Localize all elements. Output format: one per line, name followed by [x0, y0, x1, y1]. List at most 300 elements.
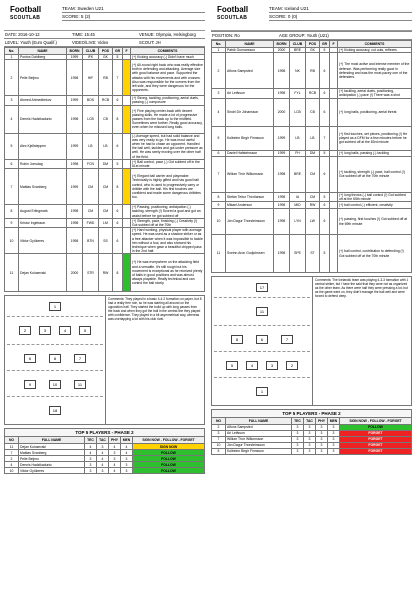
player-born: 1999 — [67, 96, 83, 105]
player-row — [5, 60, 205, 96]
top5-tac-rating: 3 — [304, 443, 316, 449]
scout — [345, 32, 412, 39]
score: SCORE: 5 (2) — [62, 14, 91, 19]
player-club: FYL — [290, 89, 306, 98]
player-number: 7 — [212, 156, 226, 192]
player-comment: (+) Passing, positioning, anticipation (-) tackling, strength (!) Scored a goal and got an assist before he got subbed off — [131, 205, 205, 219]
player-comment: (+) ball control, contribution to defending (!) Got subbed off at the 70th minute — [338, 235, 412, 273]
top5-name: Alfons Sampsted — [226, 425, 292, 431]
player-row — [212, 156, 412, 192]
top5-column-header: SIGN NOW - FOLLOW - FORGET — [133, 437, 205, 444]
player-born: 1998 — [67, 159, 83, 168]
top5-number: 7 — [212, 437, 226, 443]
player-number: 11 — [5, 254, 19, 292]
player-grade: 8 — [113, 169, 123, 205]
player-born: 1998 — [67, 105, 83, 133]
top5-men-rating: 3 — [328, 443, 340, 449]
player-club: FWD — [83, 218, 99, 227]
player-row — [5, 218, 205, 227]
player-number: 4 — [212, 98, 226, 126]
pitch-line — [7, 316, 103, 317]
player-born: 2000 — [274, 98, 290, 126]
top5-recommendation: FORGET — [340, 449, 412, 455]
player-comment: (+) Elegant ball carrier and playmaker. Technically is highly gifted and has good ball control, who is used to progressively carry or dribble with the ball. His first touches are confident and made some dangerous dribbles too. — [131, 169, 205, 205]
player-flag — [123, 228, 131, 254]
player-club: CM — [83, 169, 99, 205]
player-row — [212, 98, 412, 126]
top5-number: 4 — [5, 462, 19, 468]
top5-column-header: MEN — [121, 437, 133, 444]
player-club: NK — [290, 53, 306, 89]
top5-tec-rating: 3 — [85, 456, 97, 462]
player-grade: 6 — [113, 218, 123, 227]
player-position: SS — [99, 228, 113, 254]
report-header — [4, 4, 205, 31]
top5-recommendation: FOLLOW — [133, 462, 205, 468]
top5-phy-rating: 3 — [316, 437, 328, 443]
top5-men-rating: 3 — [328, 449, 340, 455]
formation-position: 1 — [256, 387, 268, 396]
player-name: Ahmed Ahmedbekov — [19, 96, 67, 105]
player-row — [212, 192, 412, 201]
player-number: 2 — [5, 60, 19, 96]
top5-tec-rating: 4 — [85, 450, 97, 456]
player-position: DM — [306, 150, 320, 156]
player-name: Robin Jonsdag — [19, 159, 67, 168]
top5-recommendation: SIGN NOW — [133, 444, 205, 450]
top5-number: 10 — [212, 443, 226, 449]
player-born: 1998 — [274, 192, 290, 201]
top5-phy-rating: 4 — [109, 468, 121, 474]
formation-position: 6 — [256, 335, 268, 344]
player-comment: (-) Average speed, but had solid balance and was very ready to go. He was most useful when he had to chase an opponent. Handled the ball well, tackles and got under pressure as well. He was rarely moving over the other half of the field. — [132, 133, 203, 159]
player-grade: 5 — [320, 235, 330, 273]
player-flag — [123, 60, 131, 96]
player-row — [212, 48, 412, 53]
player-position: RCB — [99, 96, 113, 105]
pitch-line — [7, 344, 103, 345]
player-club: FH — [290, 150, 306, 156]
top5-recommendation: FORGET — [340, 431, 412, 437]
player-club: CM — [83, 205, 99, 219]
player-position: CB — [99, 105, 113, 133]
player-club: SPE — [290, 235, 306, 273]
player-club: MID — [290, 202, 306, 209]
player-born: 2000 — [67, 254, 83, 292]
player-grade: 5 — [113, 55, 123, 60]
player-grade: 6 — [113, 228, 123, 254]
top5-phy-rating: 3 — [109, 450, 121, 456]
player-position: LM — [99, 218, 113, 227]
formation-position: 3 — [39, 326, 51, 335]
player-grade: 5 — [320, 192, 330, 201]
match-level: LEVEL: Youth (Euro Qualif.) — [5, 40, 57, 45]
column-header: NAME — [19, 48, 67, 55]
column-header: F — [330, 41, 338, 48]
player-position: RB — [306, 53, 320, 89]
player-grade: 6 — [320, 209, 330, 235]
logo-line-1: Football — [217, 5, 249, 14]
player-name: Willum Thór Willumsson — [226, 156, 274, 192]
player-table — [4, 47, 205, 292]
player-comment: (+) He was everywhere on the attacking field and a versatile. It's still rough but his movement is exceptional as he received plenty of balls in good positions and was almost always playable. Really technical and can control the ball nicely. — [131, 254, 205, 292]
player-born: 1998 — [274, 53, 290, 89]
top5-tec-rating: 3 — [292, 425, 304, 431]
player-name: Stefán Teitur Thórðarson — [226, 192, 274, 201]
player-name: Ari Leifsson — [226, 89, 274, 98]
top5-tac-rating: 3 — [304, 449, 316, 455]
player-name: Jón Dagur Thorsteinsson — [226, 209, 274, 235]
player-flag — [123, 159, 131, 168]
player-born: 1998 — [274, 89, 290, 98]
top5-recommendation: FORGET — [340, 443, 412, 449]
pitch-line — [214, 351, 310, 352]
player-club: FCN — [83, 159, 99, 168]
player-row — [212, 53, 412, 89]
player-comment: (+) tackling, aerial duels, positioning, anticipation (-) pace (!) There was a shot — [338, 89, 412, 98]
player-born: 1998 — [274, 235, 290, 273]
player-name: Kristor Ingelsson — [19, 218, 67, 227]
formation-position: 11 — [256, 307, 268, 316]
player-flag — [123, 218, 131, 227]
player-name: Mikael Anderson — [226, 202, 274, 209]
top5-column-header: TAC — [304, 418, 316, 425]
player-grade: 8 — [113, 254, 123, 292]
table-header — [5, 48, 205, 55]
player-position: CM — [99, 205, 113, 219]
player-flag — [330, 156, 338, 192]
top5-name: Willum Thór Willumsson — [226, 437, 292, 443]
column-header: COMMENTS — [338, 41, 412, 48]
top5-tac-rating: 3 — [304, 437, 316, 443]
player-position: GK — [99, 55, 113, 60]
player-born: 1998 — [274, 156, 290, 192]
top5-men-rating: 3 — [121, 456, 133, 462]
player-position: RW — [99, 254, 113, 292]
logo-line-2: SCOUTLAB — [217, 15, 248, 21]
top5-men-rating: 3 — [328, 437, 340, 443]
header-row — [269, 13, 412, 21]
player-comment: (+) Fine playing center-back with decent passing skills. He made a lot of progressive passes from the back up to the midfield. Sometimes went further. Really good accuracy, even when he misused long balls. — [131, 105, 205, 133]
player-name: August Erlingmark — [19, 205, 67, 219]
football-scoutlab-logo — [217, 5, 263, 27]
header-row — [62, 13, 205, 21]
top5-tec-rating: 3 — [292, 443, 304, 449]
player-name: Viktor Gyökeres — [19, 228, 67, 254]
player-row — [5, 205, 205, 219]
player-number: 5 — [5, 133, 19, 159]
column-header: CLUB — [290, 41, 306, 48]
score: SCORE: 0 (0) — [269, 14, 298, 19]
player-born: 1998 — [274, 202, 290, 209]
top5-men-rating: 3 — [328, 425, 340, 431]
formation-position: 5 — [226, 361, 238, 370]
top5-name: Pelle Beijmo — [19, 456, 85, 462]
pitch-line — [214, 377, 310, 378]
player-comment: (+) Strength, pace, finishing (-) Creativity (!) Got subbed off at the 70th — [131, 218, 205, 227]
player-name: Pontus Dahlberg — [19, 55, 67, 60]
column-header: GR — [113, 48, 123, 55]
player-club: IFK — [83, 55, 99, 60]
top5-tac-rating: 3 — [97, 468, 109, 474]
top5-tec-rating: 3 — [292, 449, 304, 455]
player-born: 1999 — [67, 169, 83, 205]
player-row — [212, 235, 412, 273]
match-date: DATE: 2016-10-12 — [5, 32, 40, 37]
scout: SCOUT: JH — [139, 40, 161, 45]
top5-number: 10 — [5, 468, 19, 474]
player-flag — [330, 235, 338, 273]
video-live: VIDEO/LIVE: Video — [72, 40, 109, 45]
formation-position: 1 — [49, 302, 61, 311]
top5-column-header: SIGN NOW - FOLLOW - FORGET — [340, 418, 412, 425]
player-number: 5 — [212, 126, 226, 150]
top5-table — [4, 436, 205, 474]
top5-header — [212, 418, 412, 425]
match-level: POSITION: Ro — [212, 33, 240, 38]
team-name: TEAM: Sweden U21 — [62, 6, 104, 11]
column-header: NAME — [226, 41, 274, 48]
top5-table — [211, 417, 412, 455]
player-born: 1999 — [67, 133, 83, 159]
player-grade: 6 — [320, 89, 330, 98]
top5-tec-rating: 4 — [85, 444, 97, 450]
player-club: LB — [290, 126, 306, 150]
player-flag — [330, 89, 338, 98]
player-position: LW — [306, 209, 320, 235]
player-grade: 7 — [320, 126, 330, 150]
pitch-line — [214, 325, 310, 326]
player-club: LB — [83, 133, 99, 159]
top5-number: 3 — [212, 431, 226, 437]
player-flag — [330, 202, 338, 209]
player-born: 1998 — [67, 60, 83, 96]
top5-tac-rating: 4 — [97, 456, 109, 462]
top5-number: 2 — [5, 456, 19, 462]
player-grade: 7 — [113, 60, 123, 96]
player-comment: (+) All-round right back who was really effective both in defending and attacking. Average size with good balance and pace. Supported the attacks with his movements and with crosses. Also was responsible for the corners from the left side, and they were dangerous for the opponents. — [131, 60, 205, 96]
player-flag — [123, 105, 131, 133]
formation-position: 6 — [24, 354, 36, 363]
top5-column-header: TAC — [97, 437, 109, 444]
player-born: 1998 — [67, 205, 83, 219]
top5-row — [212, 449, 412, 455]
formation-position: 2 — [286, 361, 298, 370]
player-flag — [123, 169, 131, 205]
formation-position: 9 — [24, 380, 36, 389]
player-name: Daniel Hafsteinsson — [226, 150, 274, 156]
player-born: 2000 — [274, 48, 290, 53]
player-name: Mattias Svanberg — [19, 169, 67, 205]
player-position: ST — [306, 235, 320, 273]
player-row — [5, 133, 205, 159]
column-header: POS — [306, 41, 320, 48]
top5-number: 11 — [5, 444, 19, 450]
formation-position: 11 — [74, 380, 86, 389]
player-comment: (+) tackling, strength (-) pace, ball control (!) Got subbed off at the 70th minute — [338, 156, 412, 192]
top5-column-header: MEN — [328, 418, 340, 425]
player-position: CM — [99, 169, 113, 205]
player-flag — [123, 96, 131, 105]
player-club: LCB — [290, 98, 306, 126]
table-header — [212, 41, 412, 48]
player-number: 4 — [5, 105, 19, 133]
player-club: IA — [290, 192, 306, 201]
player-number: 10 — [5, 228, 19, 254]
top5-men-rating: 3 — [328, 431, 340, 437]
player-name: Kolbeinn Birgir Finnsson — [226, 126, 274, 150]
player-number: 6 — [5, 159, 19, 168]
player-born: 1998 — [67, 228, 83, 254]
column-header: F — [123, 48, 131, 55]
top5-column-header: PHY — [109, 437, 121, 444]
player-comment: (+) ball control (-) efficient, creativity — [338, 202, 412, 209]
player-number: 8 — [5, 205, 19, 219]
player-row — [5, 254, 205, 292]
player-number: 6 — [212, 150, 226, 156]
top5-recommendation: FOLLOW — [133, 468, 205, 474]
top5-phy-rating: 3 — [316, 443, 328, 449]
player-comment: (+) long throws (-) ball control (!) Got subbed off at the 65th minute — [338, 192, 412, 201]
player-grade: 6 — [113, 133, 123, 159]
top5-name: Mattias Svanberg — [19, 450, 85, 456]
match-meta — [4, 31, 205, 39]
player-comment: (+) Ball control, pace (-) Got subbed off in the 61st minute — [131, 159, 205, 168]
match-venue: VENUE: Olympia, Helsingborg — [139, 32, 196, 37]
player-number: 3 — [212, 89, 226, 98]
player-born: 1999 — [274, 126, 290, 150]
player-born: 1998 — [67, 218, 83, 227]
player-position: LB — [99, 133, 113, 159]
player-grade: 6 — [113, 205, 123, 219]
player-name: Alfons Sampsted — [226, 53, 274, 89]
player-number: 10 — [212, 209, 226, 235]
player-comment: (+) first touches, set pieces, positioning (!) He played as a DFM for a few minutes before he got subbed off at the 83rd minute — [338, 126, 412, 150]
player-flag — [123, 254, 131, 292]
player-club: BTN — [83, 228, 99, 254]
top5-tac-rating: 3 — [304, 425, 316, 431]
team-comments: Comments: They played in a basic 4-4-2 formation on paper, but 8 had a really free role, so he was starting all around on the opposition half. They started the build up with long passes from the back and when they got the ball in the central line they played with confidence. They played in a bit asymmetrical way, whereas was overlapping a lot with his club rival. — [108, 297, 202, 322]
top5-phy-rating: 3 — [316, 431, 328, 437]
top5-men-rating: 3 — [121, 468, 133, 474]
match-time: TIME: 15:45 — [72, 32, 95, 37]
formation-position: 7 — [74, 354, 86, 363]
player-position: GK — [306, 48, 320, 53]
player-comment: (+) long balls, positioning, aerial threat — [338, 98, 412, 126]
formation-position: 18 — [49, 406, 61, 415]
top5-tac-rating: 3 — [97, 444, 109, 450]
report-header — [211, 4, 412, 31]
video-live: AGE GROUP: Youth (U21) — [279, 33, 329, 38]
column-header: No. — [212, 41, 226, 48]
player-number: 2 — [212, 53, 226, 89]
top5-column-header: FULL NAME — [19, 437, 85, 444]
top5-phy-rating: 4 — [109, 444, 121, 450]
player-position: RCB — [306, 89, 320, 98]
player-grade: 5 — [320, 150, 330, 156]
top5-name: Kolbeinn Birgir Finnsson — [226, 449, 292, 455]
player-club: BOS — [83, 96, 99, 105]
top5-recommendation: FOLLOW — [340, 425, 412, 431]
top5-tac-rating: 4 — [97, 462, 109, 468]
formation-position: 8 — [49, 354, 61, 363]
player-club: HIF — [83, 60, 99, 96]
top5-name: Dennis Hadzikadunic — [19, 462, 85, 468]
column-header: BORN — [274, 41, 290, 48]
top5-column-header: NO — [212, 418, 226, 425]
player-grade: 6 — [320, 202, 330, 209]
top5-tac-rating: 3 — [304, 431, 316, 437]
formation-position: 7 — [281, 335, 293, 344]
formation-pitch — [5, 296, 106, 424]
top5-tec-rating: 3 — [85, 462, 97, 468]
top5-men-rating: 4 — [121, 444, 133, 450]
team-comments: Comments: The Icelandic team was playing 4-3-3 formation with 1 central striker, but I have the said that they were not as organized as the other team. As there were half they were pressing a lot, but as the game went on, they didn't manage the ball well and were forced to defend deep. — [315, 278, 409, 299]
player-comment: (+) Kicking accuracy (-) Didn't have much — [131, 55, 205, 60]
sweden-report — [4, 4, 205, 474]
column-header: No. — [5, 48, 19, 55]
formation-position: 10 — [49, 380, 61, 389]
top5-row — [5, 468, 205, 474]
player-flag — [330, 192, 338, 201]
formation-pitch — [212, 277, 313, 405]
formation-position: 8 — [231, 335, 243, 344]
player-born: 1998 — [274, 209, 290, 235]
player-row — [5, 169, 205, 205]
column-header: BORN — [67, 48, 83, 55]
formation-position: 5 — [79, 326, 91, 335]
player-position: RW — [306, 202, 320, 209]
player-number: 7 — [5, 169, 19, 205]
header-info — [269, 5, 412, 21]
player-grade: 6 — [320, 53, 330, 89]
pitch-line — [7, 370, 103, 371]
player-flag — [330, 209, 338, 235]
top5-men-rating: 4 — [121, 450, 133, 456]
pitch-line — [7, 396, 103, 397]
player-table — [211, 40, 412, 273]
match-meta-2 — [211, 32, 412, 40]
player-row — [212, 202, 412, 209]
top5-name: Jón Dagur Thorsteinsson — [226, 443, 292, 449]
player-flag — [123, 205, 131, 219]
column-header: CLUB — [83, 48, 99, 55]
player-comment: (+) Kicking accuracy, cut outs, reflexes — [338, 48, 412, 53]
player-name: Patrik Gunnarsson — [226, 48, 274, 53]
player-flag — [330, 98, 338, 126]
player-comment: (+) The most active and intense member of the defence. Was performing really good in defending and was the most pacey one of the defenders. — [338, 53, 412, 89]
player-born: 1999 — [67, 55, 83, 60]
player-number: 11 — [212, 235, 226, 273]
player-row — [5, 105, 205, 133]
player-number: 3 — [5, 96, 19, 105]
team-name: TEAM: Iceland U21 — [269, 6, 309, 11]
player-number: 8 — [212, 192, 226, 201]
player-number: 9 — [5, 218, 19, 227]
player-name: Sveinn Aron Gudjohnsen — [226, 235, 274, 273]
formation-summary — [4, 295, 205, 425]
player-row — [5, 96, 205, 105]
top5-name: Viktor Gyökeres — [19, 468, 85, 474]
player-number: 9 — [212, 202, 226, 209]
top5-phy-rating: 3 — [109, 456, 121, 462]
top5-phy-rating: 4 — [109, 462, 121, 468]
player-comment: (+) passing, first touches (!) Got subbed off at the 69th minute — [338, 209, 412, 235]
top5-recommendation: FOLLOW — [133, 450, 205, 456]
player-name: Alex Kjellsteppen — [19, 133, 67, 159]
top5-men-rating: 3 — [121, 462, 133, 468]
top5-name: Dejan Kulusevski — [19, 444, 85, 450]
